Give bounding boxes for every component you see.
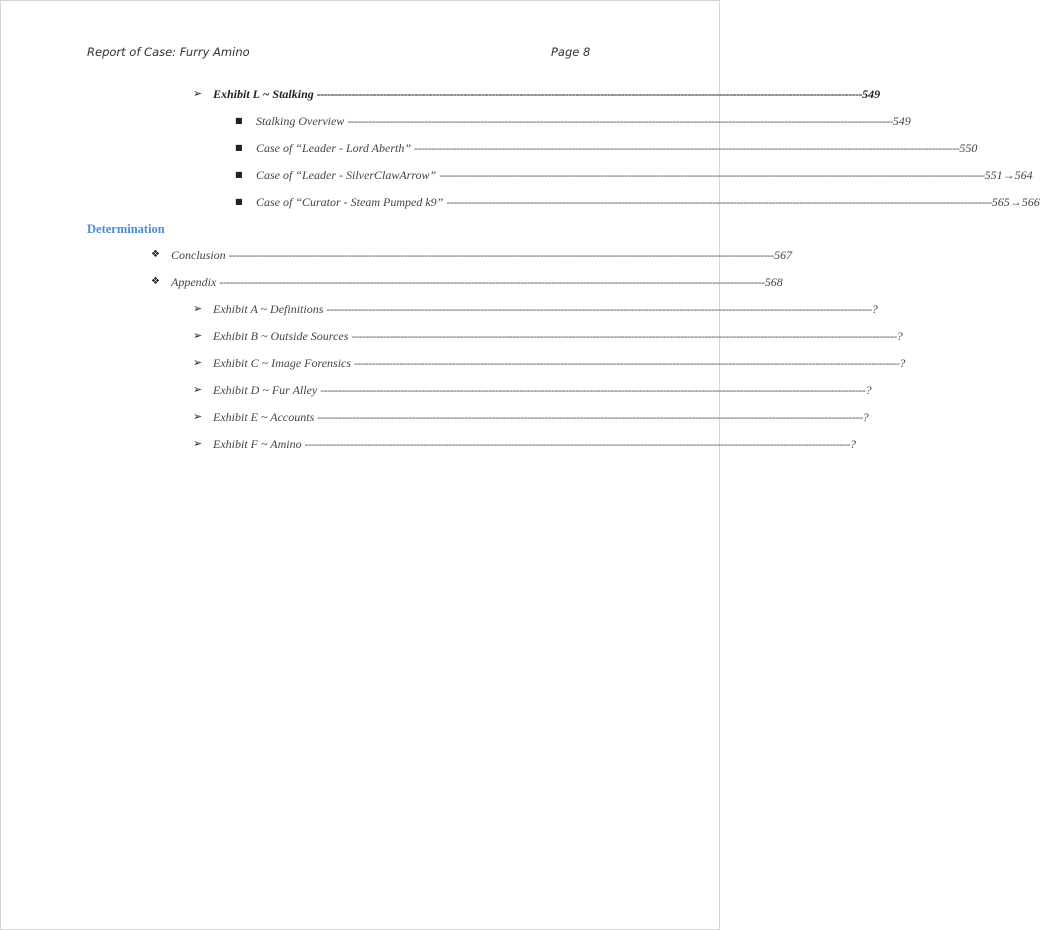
toc-page-number: ?	[899, 356, 906, 370]
toc-entry-exhibit-l[interactable]	[213, 87, 881, 103]
toc-leader-dots: ------------------------------------------------------------------------------------------------------------------------------------------------------------	[228, 248, 775, 262]
toc-page-number: ?	[871, 302, 878, 316]
toc-entry-label: Case of “Leader - SilverClawArrow”	[256, 168, 437, 182]
square-bullet-icon: ■	[235, 197, 243, 206]
toc-page-number: ?	[865, 383, 872, 397]
toc-entry-label: Conclusion	[171, 248, 226, 262]
toc-leader-dots: ------------------------------------------------------------------------------------------------------------------------------------------------------------	[326, 302, 872, 316]
toc-page-number: ?	[862, 410, 869, 424]
toc-leader-dots: ------------------------------------------------------------------------------------------------------------------------------------------------------------	[351, 329, 897, 343]
header-page-number: Page 8	[551, 45, 591, 59]
toc-page-number: 549	[892, 114, 911, 128]
toc-leader-dots: ------------------------------------------------------------------------------------------------------------------------------------------------------------	[316, 87, 863, 101]
section-heading-determination: Determination	[87, 222, 165, 236]
toc-page-number: 565→566	[991, 195, 1040, 209]
toc-page-number: 551→564	[984, 168, 1033, 182]
toc-leader-dots: ------------------------------------------------------------------------------------------------------------------------------------------------------------	[347, 114, 893, 128]
toc-entry-lord-aberth[interactable]	[256, 141, 978, 157]
arrow-bullet-icon: ➢	[193, 329, 203, 342]
toc-entry-steam-pumped-k9[interactable]	[256, 195, 1040, 211]
toc-entry-label: Exhibit B ~ Outside Sources	[213, 329, 349, 343]
square-bullet-icon: ■	[235, 143, 243, 152]
square-bullet-icon: ■	[235, 170, 243, 179]
toc-entry-exhibit-b[interactable]	[213, 329, 903, 345]
toc-entry-exhibit-e[interactable]	[213, 410, 869, 426]
toc-entry-label: Exhibit A ~ Definitions	[213, 302, 324, 316]
toc-entry-label: Exhibit C ~ Image Forensics	[213, 356, 352, 370]
toc-leader-dots: ------------------------------------------------------------------------------------------------------------------------------------------------------------	[304, 437, 850, 451]
toc-leader-dots: ------------------------------------------------------------------------------------------------------------------------------------------------------------	[414, 141, 960, 155]
diamond-bullet-icon: ❖	[151, 249, 160, 260]
toc-page-number: 549	[862, 87, 881, 101]
toc-page-number: 567	[774, 248, 793, 262]
toc-entry-stalking-overview[interactable]	[256, 114, 911, 130]
diamond-bullet-icon: ❖	[151, 276, 160, 287]
arrow-bullet-icon: ➢	[193, 437, 203, 450]
toc-entry-label: Exhibit D ~ Fur Alley	[213, 383, 318, 397]
toc-leader-dots: ------------------------------------------------------------------------------------------------------------------------------------------------------------	[354, 356, 900, 370]
toc-entry-exhibit-f[interactable]	[213, 437, 856, 453]
toc-entry-label: Appendix	[171, 275, 217, 289]
toc-leader-dots: ------------------------------------------------------------------------------------------------------------------------------------------------------------	[219, 275, 765, 289]
toc-page-number: ?	[849, 437, 856, 451]
arrow-bullet-icon: ➢	[193, 87, 203, 100]
toc-entry-label: Stalking Overview	[256, 114, 345, 128]
toc-leader-dots: ------------------------------------------------------------------------------------------------------------------------------------------------------------	[446, 195, 992, 209]
toc-leader-dots: ------------------------------------------------------------------------------------------------------------------------------------------------------------	[439, 168, 985, 182]
arrow-bullet-icon: ➢	[193, 302, 203, 315]
arrow-bullet-icon: ➢	[193, 410, 203, 423]
toc-entry-exhibit-c[interactable]	[213, 356, 906, 372]
toc-page-number: 568	[764, 275, 783, 289]
header-title: Report of Case: Furry Amino	[87, 45, 250, 59]
toc-entry-conclusion[interactable]	[171, 248, 793, 264]
toc-entry-appendix[interactable]	[171, 275, 783, 291]
toc-entry-label: Case of “Leader - Lord Aberth”	[256, 141, 412, 155]
toc-leader-dots: ------------------------------------------------------------------------------------------------------------------------------------------------------------	[317, 410, 863, 424]
toc-entry-exhibit-d[interactable]	[213, 383, 872, 399]
toc-leader-dots: ------------------------------------------------------------------------------------------------------------------------------------------------------------	[320, 383, 866, 397]
toc-entry-label: Exhibit L ~ Stalking	[213, 87, 314, 101]
arrow-bullet-icon: ➢	[193, 383, 203, 396]
arrow-bullet-icon: ➢	[193, 356, 203, 369]
toc-entry-label: Exhibit E ~ Accounts	[213, 410, 315, 424]
toc-entry-silverclawarrow[interactable]	[256, 168, 1033, 184]
toc-entry-label: Exhibit F ~ Amino	[213, 437, 302, 451]
toc-page-number: ?	[896, 329, 903, 343]
toc-page-number: 550	[959, 141, 978, 155]
square-bullet-icon: ■	[235, 116, 243, 125]
toc-entry-label: Case of “Curator - Steam Pumped k9”	[256, 195, 444, 209]
toc-entry-exhibit-a[interactable]	[213, 302, 878, 318]
